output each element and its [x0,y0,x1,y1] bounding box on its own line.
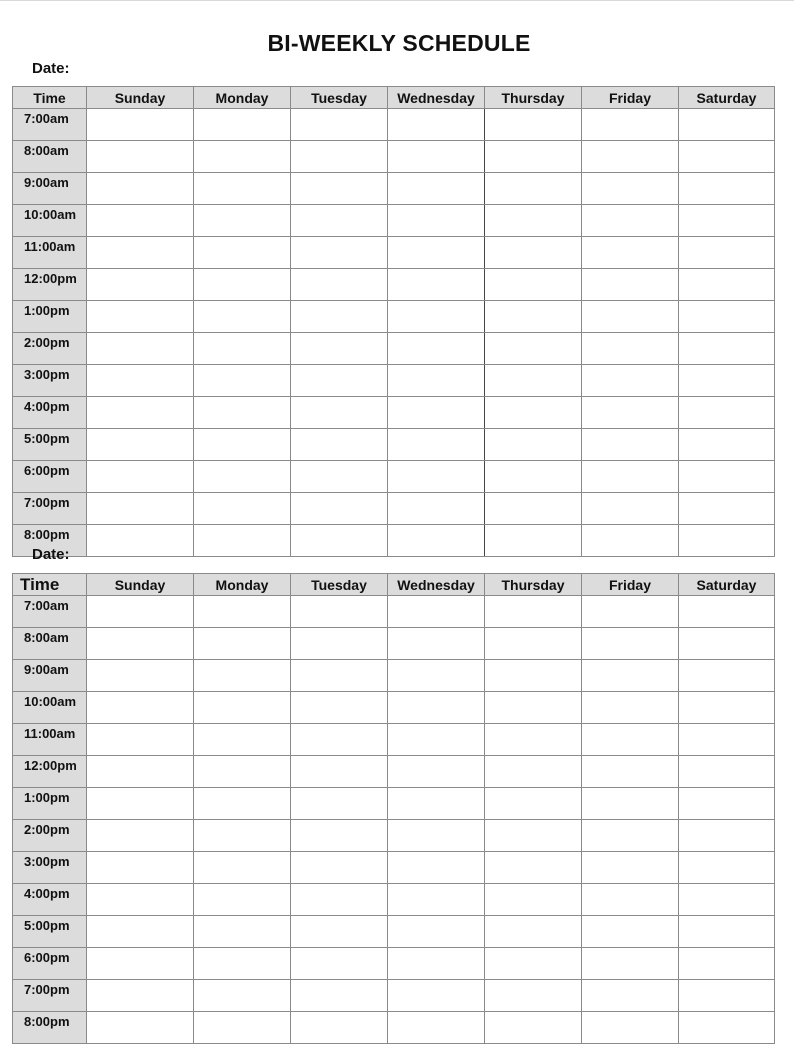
week1-slot-sunday[interactable] [87,397,194,429]
week2-slot-saturday[interactable] [679,596,775,628]
week2-slot-wednesday[interactable] [388,884,485,916]
week2-slot-tuesday[interactable] [291,660,388,692]
week1-slot-wednesday[interactable] [388,525,485,557]
week1-time-row [13,333,775,365]
week2-slot-saturday[interactable] [679,660,775,692]
page-title: BI-WEEKLY SCHEDULE [267,30,531,56]
week2-slot-friday[interactable] [582,628,679,660]
week2-slot-sunday[interactable] [87,852,194,884]
week1-time-label: 8:00am [13,141,87,173]
week2-slot-tuesday[interactable] [291,788,388,820]
week2-slot-wednesday[interactable] [388,724,485,756]
week1-slot-friday[interactable] [582,109,679,141]
week2-slot-wednesday[interactable] [388,596,485,628]
week2-slot-thursday[interactable] [485,724,582,756]
week2-slot-friday[interactable] [582,724,679,756]
week2-slot-friday[interactable] [582,820,679,852]
week1-slot-saturday[interactable] [679,173,775,205]
week1-time-row [13,397,775,429]
week2-day-header-wednesday: Wednesday [388,574,485,596]
week2-slot-sunday[interactable] [87,756,194,788]
week2-day-header-sunday: Sunday [87,574,194,596]
week2-slot-wednesday[interactable] [388,628,485,660]
week1-slot-friday[interactable] [582,269,679,301]
week2-slot-wednesday[interactable] [388,980,485,1012]
week2-slot-thursday[interactable] [485,852,582,884]
week1-time-row [13,493,775,525]
week2-slot-friday[interactable] [582,884,679,916]
week2-slot-tuesday[interactable] [291,916,388,948]
week2-slot-friday[interactable] [582,1012,679,1044]
week2-time-row [13,596,775,628]
week1-header-row [13,87,775,109]
week1-slot-thursday[interactable] [485,333,582,365]
week2-slot-thursday[interactable] [485,916,582,948]
week1-slot-monday[interactable] [194,109,291,141]
week2-time-row [13,788,775,820]
week2-time-label: 3:00pm [13,852,87,884]
week2-time-label: 7:00pm [13,980,87,1012]
week2-time-row [13,916,775,948]
week1-slot-wednesday[interactable] [388,205,485,237]
week2-slot-saturday[interactable] [679,948,775,980]
week2-slot-sunday[interactable] [87,692,194,724]
week1-slot-tuesday[interactable] [291,205,388,237]
week1-slot-tuesday[interactable] [291,109,388,141]
week1-day-header-wednesday: Wednesday [388,87,485,109]
week1-slot-sunday[interactable] [87,493,194,525]
week1-day-header-friday: Friday [582,87,679,109]
week1-slot-monday[interactable] [194,237,291,269]
week2-header-row [13,574,775,596]
week2-slot-monday[interactable] [194,948,291,980]
week1-slot-tuesday[interactable] [291,301,388,333]
week1-slot-sunday[interactable] [87,141,194,173]
week1-slot-monday[interactable] [194,173,291,205]
top-rule [0,0,794,1]
week2-slot-wednesday[interactable] [388,660,485,692]
week2-slot-wednesday[interactable] [388,820,485,852]
week1-slot-monday[interactable] [194,525,291,557]
week2-time-row [13,884,775,916]
week2-slot-tuesday[interactable] [291,628,388,660]
week2-slot-saturday[interactable] [679,884,775,916]
week1-slot-monday[interactable] [194,461,291,493]
week2-slot-sunday[interactable] [87,628,194,660]
week1-slot-friday[interactable] [582,173,679,205]
week2-slot-thursday[interactable] [485,628,582,660]
week1-slot-wednesday[interactable] [388,333,485,365]
week1-slot-sunday[interactable] [87,301,194,333]
week2-slot-thursday[interactable] [485,980,582,1012]
week1-slot-monday[interactable] [194,269,291,301]
week1-slot-tuesday[interactable] [291,461,388,493]
week1-slot-wednesday[interactable] [388,269,485,301]
week2-slot-friday[interactable] [582,692,679,724]
week2-slot-wednesday[interactable] [388,788,485,820]
week2-slot-saturday[interactable] [679,1012,775,1044]
week2-slot-friday[interactable] [582,852,679,884]
week1-slot-sunday[interactable] [87,237,194,269]
week2-slot-sunday[interactable] [87,820,194,852]
week2-slot-tuesday[interactable] [291,820,388,852]
week2-time-row [13,628,775,660]
week2-slot-monday[interactable] [194,660,291,692]
week1-slot-friday[interactable] [582,429,679,461]
week1-time-row [13,205,775,237]
week2-time-label: 11:00am [13,724,87,756]
week1-slot-tuesday[interactable] [291,333,388,365]
week1-time-row [13,141,775,173]
week2-slot-tuesday[interactable] [291,756,388,788]
week1-slot-monday[interactable] [194,397,291,429]
week2-slot-monday[interactable] [194,596,291,628]
week1-slot-saturday[interactable] [679,461,775,493]
week1-slot-tuesday[interactable] [291,269,388,301]
week2-slot-friday[interactable] [582,916,679,948]
week2-slot-friday[interactable] [582,596,679,628]
week2-slot-tuesday[interactable] [291,948,388,980]
week1-slot-thursday[interactable] [485,141,582,173]
week1-slot-tuesday[interactable] [291,525,388,557]
week1-slot-saturday[interactable] [679,237,775,269]
week2-slot-saturday[interactable] [679,980,775,1012]
week2-slot-monday[interactable] [194,852,291,884]
week2-day-header-saturday: Saturday [679,574,775,596]
week1-slot-saturday[interactable] [679,301,775,333]
week1-time-header: Time [13,87,87,109]
week2-slot-tuesday[interactable] [291,596,388,628]
week1-slot-friday[interactable] [582,365,679,397]
week1-time-row [13,365,775,397]
week2-slot-tuesday[interactable] [291,1012,388,1044]
week1-time-row [13,237,775,269]
week2-slot-sunday[interactable] [87,596,194,628]
week2-slot-thursday[interactable] [485,596,582,628]
week2-slot-tuesday[interactable] [291,980,388,1012]
week1-slot-sunday[interactable] [87,461,194,493]
week1-time-row [13,461,775,493]
week1-slot-wednesday[interactable] [388,141,485,173]
week1-day-header-sunday: Sunday [87,87,194,109]
week2-slot-sunday[interactable] [87,788,194,820]
week1-time-label: 9:00am [13,173,87,205]
week2-slot-monday[interactable] [194,916,291,948]
week2-day-header-monday: Monday [194,574,291,596]
week1-slot-tuesday[interactable] [291,397,388,429]
week1-slot-saturday[interactable] [679,141,775,173]
week1-time-row [13,269,775,301]
week1-slot-tuesday[interactable] [291,237,388,269]
week1-day-header-tuesday: Tuesday [291,87,388,109]
week1-day-header-saturday: Saturday [679,87,775,109]
week2-slot-monday[interactable] [194,884,291,916]
week2-slot-friday[interactable] [582,788,679,820]
week1-slot-wednesday[interactable] [388,109,485,141]
week2-time-label: 10:00am [13,692,87,724]
week2-slot-wednesday[interactable] [388,756,485,788]
week1-time-label: 5:00pm [13,429,87,461]
week2-slot-monday[interactable] [194,724,291,756]
week1-slot-sunday[interactable] [87,525,194,557]
week1-slot-saturday[interactable] [679,493,775,525]
week2-slot-thursday[interactable] [485,788,582,820]
week2-slot-sunday[interactable] [87,660,194,692]
week1-time-label: 12:00pm [13,269,87,301]
week2-slot-saturday[interactable] [679,852,775,884]
week2-day-header-friday: Friday [582,574,679,596]
week2-slot-sunday[interactable] [87,916,194,948]
week2-time-label: 12:00pm [13,756,87,788]
week1-slot-monday[interactable] [194,429,291,461]
week2-date-label: Date: [32,546,70,563]
week1-slot-sunday[interactable] [87,109,194,141]
week2-slot-monday[interactable] [194,692,291,724]
week1-slot-friday[interactable] [582,237,679,269]
week2-time-row [13,692,775,724]
week2-slot-sunday[interactable] [87,1012,194,1044]
week1-time-label: 3:00pm [13,365,87,397]
week2-slot-friday[interactable] [582,756,679,788]
week2-slot-thursday[interactable] [485,948,582,980]
week2-time-row [13,948,775,980]
week1-slot-friday[interactable] [582,301,679,333]
week1-time-label: 1:00pm [13,301,87,333]
week1-slot-tuesday[interactable] [291,365,388,397]
week2-time-row [13,660,775,692]
week1-day-header-thursday: Thursday [485,87,582,109]
week1-time-label: 10:00am [13,205,87,237]
week1-slot-friday[interactable] [582,525,679,557]
week2-slot-tuesday[interactable] [291,884,388,916]
week1-slot-wednesday[interactable] [388,237,485,269]
week1-slot-monday[interactable] [194,141,291,173]
week1-date-label: Date: [32,60,70,77]
week2-time-label: 8:00pm [13,1012,87,1044]
week1-time-label: 4:00pm [13,397,87,429]
week1-slot-friday[interactable] [582,493,679,525]
week2-slot-sunday[interactable] [87,884,194,916]
week1-slot-wednesday[interactable] [388,365,485,397]
week1-slot-saturday[interactable] [679,333,775,365]
week2-slot-tuesday[interactable] [291,724,388,756]
week1-slot-monday[interactable] [194,493,291,525]
week2-slot-friday[interactable] [582,660,679,692]
week1-slot-thursday[interactable] [485,109,582,141]
week2-time-row [13,852,775,884]
week1-slot-saturday[interactable] [679,205,775,237]
week1-slot-friday[interactable] [582,205,679,237]
week1-slot-monday[interactable] [194,333,291,365]
week1-slot-wednesday[interactable] [388,461,485,493]
week2-time-label: 9:00am [13,660,87,692]
week2-day-header-thursday: Thursday [485,574,582,596]
week2-time-row [13,820,775,852]
week1-slot-wednesday[interactable] [388,429,485,461]
week2-time-label: 7:00am [13,596,87,628]
week2-schedule-table [12,573,775,1044]
week1-slot-wednesday[interactable] [388,397,485,429]
week1-slot-thursday[interactable] [485,269,582,301]
week1-slot-saturday[interactable] [679,397,775,429]
week2-time-label: 1:00pm [13,788,87,820]
week2-slot-sunday[interactable] [87,948,194,980]
week2-slot-saturday[interactable] [679,916,775,948]
week2-slot-wednesday[interactable] [388,852,485,884]
week2-time-header: Time [13,574,87,596]
week2-time-row [13,1012,775,1044]
week1-slot-thursday[interactable] [485,173,582,205]
week1-slot-thursday[interactable] [485,237,582,269]
week1-slot-saturday[interactable] [679,365,775,397]
week1-slot-thursday[interactable] [485,301,582,333]
week2-slot-friday[interactable] [582,980,679,1012]
week1-slot-friday[interactable] [582,461,679,493]
week2-time-label: 8:00am [13,628,87,660]
week1-time-row [13,301,775,333]
week1-slot-thursday[interactable] [485,461,582,493]
week2-slot-thursday[interactable] [485,1012,582,1044]
week1-slot-tuesday[interactable] [291,173,388,205]
week2-slot-thursday[interactable] [485,884,582,916]
week2-slot-thursday[interactable] [485,660,582,692]
week1-time-label: 7:00pm [13,493,87,525]
week1-slot-saturday[interactable] [679,269,775,301]
week1-time-label: 2:00pm [13,333,87,365]
week1-slot-sunday[interactable] [87,269,194,301]
week1-slot-thursday[interactable] [485,397,582,429]
week2-day-header-tuesday: Tuesday [291,574,388,596]
week2-slot-saturday[interactable] [679,724,775,756]
week1-slot-sunday[interactable] [87,365,194,397]
week2-slot-wednesday[interactable] [388,948,485,980]
week1-time-label: 6:00pm [13,461,87,493]
week1-slot-friday[interactable] [582,397,679,429]
week2-slot-monday[interactable] [194,756,291,788]
week1-slot-friday[interactable] [582,333,679,365]
week2-slot-monday[interactable] [194,820,291,852]
week2-time-label: 4:00pm [13,884,87,916]
week2-slot-monday[interactable] [194,980,291,1012]
week1-time-label: 8:00pm [13,525,87,557]
week1-time-row [13,525,775,557]
week1-time-label: 11:00am [13,237,87,269]
week1-slot-tuesday[interactable] [291,493,388,525]
week1-slot-wednesday[interactable] [388,493,485,525]
week1-schedule-table [12,86,775,557]
week1-slot-saturday[interactable] [679,109,775,141]
week2-time-label: 5:00pm [13,916,87,948]
week1-slot-friday[interactable] [582,141,679,173]
week1-slot-wednesday[interactable] [388,173,485,205]
week1-slot-thursday[interactable] [485,429,582,461]
week1-slot-saturday[interactable] [679,429,775,461]
week2-time-label: 2:00pm [13,820,87,852]
week2-slot-monday[interactable] [194,1012,291,1044]
week1-slot-sunday[interactable] [87,173,194,205]
week2-slot-monday[interactable] [194,628,291,660]
week1-slot-sunday[interactable] [87,205,194,237]
week2-slot-sunday[interactable] [87,980,194,1012]
week1-time-row [13,173,775,205]
week1-slot-thursday[interactable] [485,525,582,557]
week1-slot-monday[interactable] [194,301,291,333]
week1-time-label: 7:00am [13,109,87,141]
week1-slot-wednesday[interactable] [388,301,485,333]
week1-slot-sunday[interactable] [87,429,194,461]
week1-slot-thursday[interactable] [485,365,582,397]
week1-time-row [13,429,775,461]
week2-slot-sunday[interactable] [87,724,194,756]
week2-slot-friday[interactable] [582,948,679,980]
week2-slot-saturday[interactable] [679,820,775,852]
week1-slot-saturday[interactable] [679,525,775,557]
week2-slot-thursday[interactable] [485,756,582,788]
week1-slot-monday[interactable] [194,365,291,397]
week1-slot-tuesday[interactable] [291,429,388,461]
week2-slot-saturday[interactable] [679,692,775,724]
week2-slot-wednesday[interactable] [388,1012,485,1044]
week1-day-header-monday: Monday [194,87,291,109]
week1-slot-monday[interactable] [194,205,291,237]
week1-slot-thursday[interactable] [485,493,582,525]
week2-slot-wednesday[interactable] [388,916,485,948]
week2-time-row [13,756,775,788]
week2-slot-tuesday[interactable] [291,852,388,884]
week1-slot-sunday[interactable] [87,333,194,365]
week2-slot-saturday[interactable] [679,628,775,660]
week1-slot-thursday[interactable] [485,205,582,237]
week2-slot-saturday[interactable] [679,756,775,788]
week2-slot-thursday[interactable] [485,692,582,724]
week2-slot-monday[interactable] [194,788,291,820]
week2-time-row [13,980,775,1012]
week2-time-label: 6:00pm [13,948,87,980]
week2-slot-thursday[interactable] [485,820,582,852]
week1-time-row [13,109,775,141]
week2-slot-wednesday[interactable] [388,692,485,724]
week2-slot-saturday[interactable] [679,788,775,820]
week2-slot-tuesday[interactable] [291,692,388,724]
week2-time-row [13,724,775,756]
week1-slot-tuesday[interactable] [291,141,388,173]
